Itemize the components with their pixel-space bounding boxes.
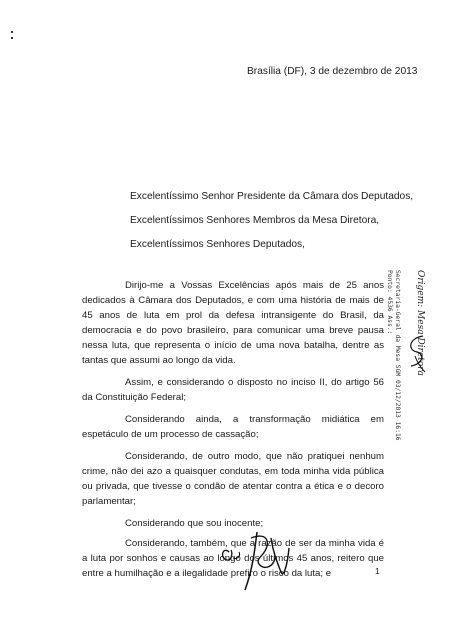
body-paragraph: Considerando, também, que a razão de ser da minha vida é a luta por sonhos e causas ao longo dos últimos 45 anos, reitero que entre a humilhação e a ilegalidade prefiro o risco da luta; e	[82, 538, 384, 579]
salutation-line-deputies: Excelentíssimos Senhores Deputados,	[130, 239, 305, 250]
page-number: 1	[375, 566, 380, 576]
stamp-line-secretariat: Secretaria-Geral da Mesa SGM 03/12/2013 16:16	[394, 270, 401, 441]
body-paragraph: Considerando ainda, a transformação midiática em espetáculo de um processo de cassação;	[82, 414, 384, 440]
body-paragraph: Assim, e considerando o disposto no inciso II, do artigo 56 da Constituição Federal;	[82, 377, 384, 403]
body-paragraph: Considerando, de outro modo, que não pratiquei nenhum crime, não dei azo a quaisquer condutas, em toda minha vida pública ou privada, que tivesse o condão de atentar contra a ética e o decoro parlamentar;	[82, 451, 384, 507]
body-paragraph: Dirijo-me a Vossas Excelências após mais de 25 anos dedicados à Câmara dos Deputados, e com uma história de mais de 45 anos de luta em prol da defesa intransigente do Brasil, da democracia e do povo brasileiro, para comunicar uma breve pausa nessa luta, que representa o início de uma nova batalha, dentre as tantas que assumi ao longo da vida.	[82, 280, 384, 366]
salutation-line-president: Excelentíssimo Senhor Presidente da Câmara dos Deputados,	[130, 191, 414, 202]
body-paragraph: Considerando que sou inocente;	[125, 518, 264, 529]
stamp-line-ponto: Ponto: 4536 Ass.:	[386, 270, 393, 335]
salutation-block	[130, 185, 413, 257]
stamp-origin: Origem: Mesa Diretora	[415, 270, 425, 376]
receipt-stamp	[385, 270, 447, 530]
dateline: Brasília (DF), 3 de dezembro de 2013	[247, 66, 418, 77]
stamp-text	[385, 270, 401, 441]
stamp-initials	[403, 332, 429, 376]
handwritten-signature	[215, 528, 295, 598]
salutation-line-board: Excelentíssimos Senhores Membros da Mesa Diretora,	[130, 215, 380, 226]
punch-hole-mark	[11, 31, 13, 41]
